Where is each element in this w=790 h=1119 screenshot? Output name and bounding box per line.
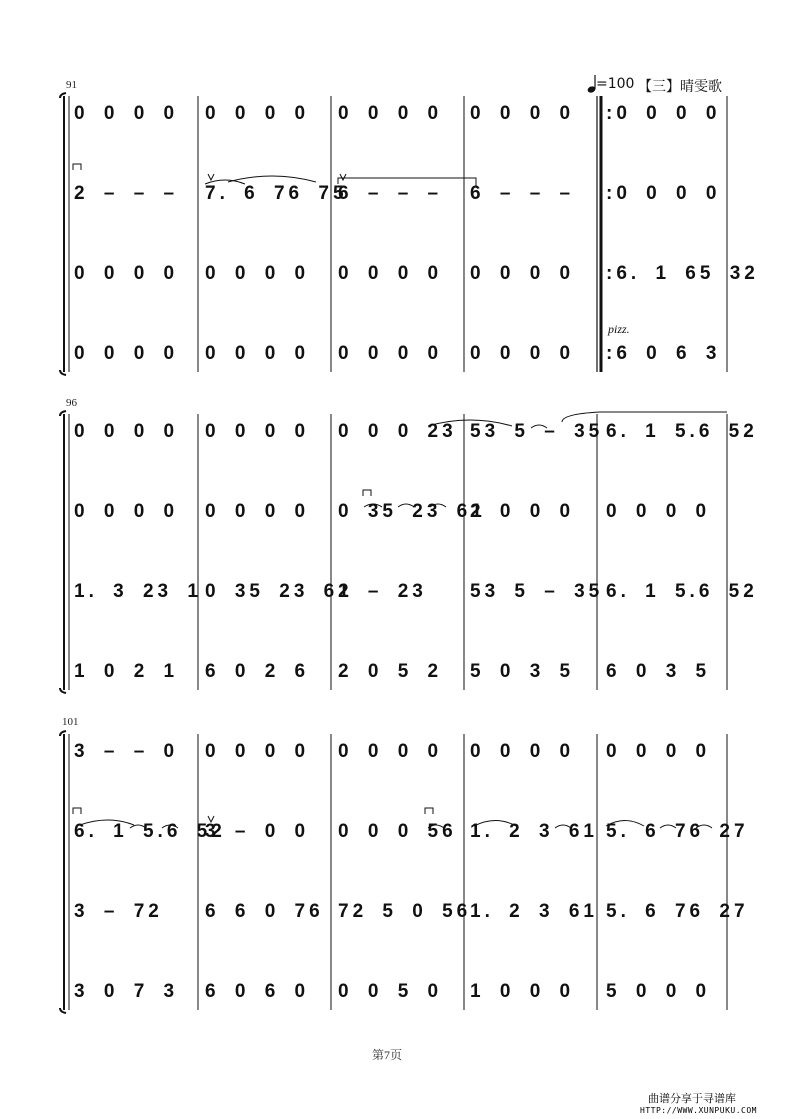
measure-1-2-3: 6 – – –	[338, 183, 443, 204]
measure-2-2-2: 0 0 0 0	[205, 501, 310, 522]
measure-1-4-4: 0 0 0 0	[470, 343, 575, 364]
measure-2-2-5: 0 0 0 0	[606, 501, 711, 522]
measure-3-2-3: 0 0 0 56	[338, 821, 457, 842]
measure-3-4-5: 5 0 0 0	[606, 981, 711, 1002]
measure-3-4-1: 3 0 7 3	[74, 981, 179, 1002]
measure-1-4-5: :6 0 6 3	[606, 343, 721, 364]
measure-1-1-3: 0 0 0 0	[338, 103, 443, 124]
measure-2-1-4: 53 5 – 35	[470, 421, 604, 442]
page-number: 第7页	[372, 1048, 403, 1062]
measure-3-4-4: 1 0 0 0	[470, 981, 575, 1002]
measure-1-4-3: 0 0 0 0	[338, 343, 443, 364]
measure-2-3-2: 0 35 23 61	[205, 581, 353, 602]
measure-1-2-2: 7. 6 76 75	[205, 183, 348, 204]
measure-2-1-5: 6. 1 5.6 52	[606, 421, 758, 442]
measure-2-1-1: 0 0 0 0	[74, 421, 179, 442]
measure-1-2-1: 2 – – –	[74, 183, 179, 204]
tempo-value: =100	[596, 76, 635, 92]
measure-3-2-1: 6. 1 5.6 52	[74, 821, 226, 842]
measure-1-1-1: 0 0 0 0	[74, 103, 179, 124]
measure-3-2-5: 5. 6 76 27	[606, 821, 749, 842]
measure-2-1-3: 0 0 0 23	[338, 421, 457, 442]
measure-2-3-3: 2 – 23	[338, 581, 427, 602]
measure-3-1-4: 0 0 0 0	[470, 741, 575, 762]
measure-3-2-4: 1. 2 3 61	[470, 821, 598, 842]
measure-3-1-3: 0 0 0 0	[338, 741, 443, 762]
measure-3-3-5: 5. 6 76 27	[606, 901, 749, 922]
measure-2-3-5: 6. 1 5.6 52	[606, 581, 758, 602]
measure-1-3-1: 0 0 0 0	[74, 263, 179, 284]
measure-3-1-1: 3 – – 0	[74, 741, 179, 762]
measure-1-3-4: 0 0 0 0	[470, 263, 575, 284]
measure-1-1-5: :0 0 0 0	[606, 103, 721, 124]
measure-1-3-3: 0 0 0 0	[338, 263, 443, 284]
measure-number-101: 101	[62, 716, 79, 728]
measure-3-3-2: 6 6 0 76	[205, 901, 324, 922]
section-title: 【三】晴雯歌	[638, 79, 722, 95]
measure-2-4-1: 1 0 2 1	[74, 661, 179, 682]
measure-2-3-1: 1. 3 23 1	[74, 581, 202, 602]
measure-2-1-2: 0 0 0 0	[205, 421, 310, 442]
measure-1-4-1: 0 0 0 0	[74, 343, 179, 364]
measure-3-4-3: 0 0 5 0	[338, 981, 443, 1002]
measure-1-3-5: :6. 1 65 32	[606, 263, 759, 284]
measure-2-3-4: 53 5 – 35	[470, 581, 604, 602]
measure-2-4-5: 6 0 3 5	[606, 661, 711, 682]
measure-2-2-3: 0 35 23 61	[338, 501, 486, 522]
measure-1-4-2: 0 0 0 0	[205, 343, 310, 364]
watermark-title: 曲谱分享于寻谱库	[648, 1092, 736, 1105]
measure-3-3-3: 72 5 0 56	[338, 901, 472, 922]
measure-3-3-1: 3 – 72	[74, 901, 163, 922]
watermark-url: HTTP://WWW.XUNPUKU.COM	[640, 1106, 757, 1115]
measure-3-1-2: 0 0 0 0	[205, 741, 310, 762]
measure-1-2-4: 6 – – –	[470, 183, 575, 204]
pizz-marking: pizz.	[608, 322, 630, 336]
measure-1-1-4: 0 0 0 0	[470, 103, 575, 124]
measure-2-4-3: 2 0 5 2	[338, 661, 443, 682]
measure-3-3-4: 1. 2 3 61	[470, 901, 598, 922]
measure-number-91: 91	[66, 79, 77, 91]
measure-3-1-5: 0 0 0 0	[606, 741, 711, 762]
measure-2-2-4: 2 0 0 0	[470, 501, 575, 522]
measure-1-1-2: 0 0 0 0	[205, 103, 310, 124]
measure-2-4-4: 5 0 3 5	[470, 661, 575, 682]
measure-2-4-2: 6 0 2 6	[205, 661, 310, 682]
measure-3-4-2: 6 0 6 0	[205, 981, 310, 1002]
measure-number-96: 96	[66, 397, 77, 409]
measure-3-2-2: 3 – 0 0	[205, 821, 310, 842]
measure-1-2-5: :0 0 0 0	[606, 183, 721, 204]
measure-2-2-1: 0 0 0 0	[74, 501, 179, 522]
measure-1-3-2: 0 0 0 0	[205, 263, 310, 284]
